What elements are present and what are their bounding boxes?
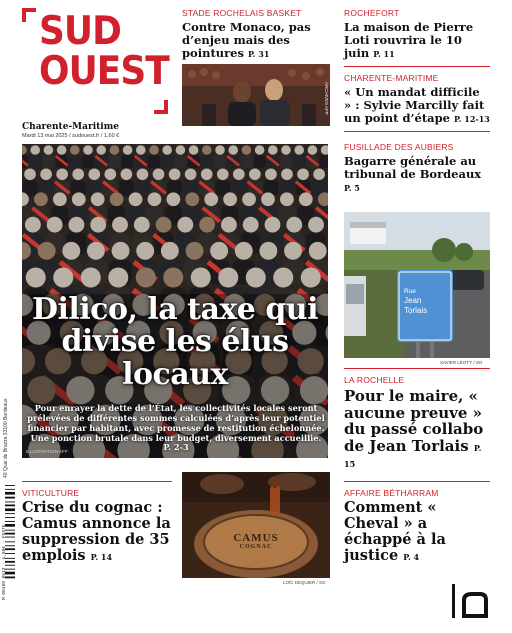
aubiers-page: P. 5 bbox=[344, 182, 360, 193]
publisher-address: 40 Quai de Brazza 33100 Bordeaux bbox=[3, 398, 9, 478]
betharram-kicker: AFFAIRE BÉTHARRAM bbox=[344, 488, 439, 498]
rochefort-kicker: ROCHEFORT bbox=[344, 8, 400, 18]
logo-corner-top-left bbox=[22, 8, 36, 22]
viticulture-headline bbox=[22, 500, 172, 564]
rochefort-page: P. 11 bbox=[373, 48, 395, 59]
basket-photo bbox=[182, 64, 330, 126]
aubiers-headline bbox=[344, 155, 490, 194]
viticulture-headline-text: Crise du cognac : Camus annonce la suppression de 35 emplois bbox=[22, 499, 171, 564]
logo-corner-bottom-right bbox=[154, 100, 168, 114]
basket-headline-text: Contre Monaco, pas d’enjeu mais des pointures bbox=[182, 20, 311, 60]
cognac-photo-credit: LOÏC DEQUIER / SO bbox=[283, 580, 326, 585]
page-index-mark bbox=[450, 582, 490, 620]
la-rochelle-kicker: LA ROCHELLE bbox=[344, 375, 405, 385]
betharram-headline-text: Comment « Cheval » a échappé à la justice bbox=[344, 499, 446, 564]
aubiers-kicker: FUSILLADE DES AUBIERS bbox=[344, 142, 454, 152]
charente-page: P. 12-13 bbox=[453, 113, 490, 124]
viticulture-story[interactable] bbox=[22, 481, 172, 564]
basket-story[interactable] bbox=[182, 8, 330, 60]
barrel-text bbox=[224, 532, 288, 550]
basket-kicker: STADE ROCHELAIS BASKET bbox=[182, 8, 302, 18]
edition-info bbox=[22, 122, 119, 139]
lead-story[interactable] bbox=[22, 144, 328, 458]
aubiers-headline-text: Bagarre générale au tribunal de Bordeaux bbox=[344, 154, 482, 181]
viticulture-kicker: VITICULTURE bbox=[22, 488, 80, 498]
basket-photo-credit: ARCHIVES AFP bbox=[324, 82, 329, 115]
street-sign-line-2: Jean bbox=[404, 296, 422, 306]
lead-title: Dilico, la taxe qui divise les élus locaux bbox=[31, 292, 319, 392]
betharram-page: P. 4 bbox=[403, 551, 420, 562]
barcode-number: M 00489 0513 - 1,60€ - FGSTE bbox=[2, 524, 7, 600]
logo-line-2: OUEST bbox=[39, 49, 169, 94]
rochefort-headline bbox=[344, 21, 490, 60]
lead-deck: Pour enrayer la dette de l’État, les collectivités locales seront prélevées de différentes sommes calculées d’après leur potentiel financier par habitant, avec promesse de restitution échelonnée. Une ponction brutale dans leur budget, diversement accueillie. P. 2-3 bbox=[27, 403, 325, 453]
rochefort-headline-text: La maison de Pierre Loti rouvrira le 10 juin bbox=[344, 20, 474, 60]
barrel-text-line-1: CAMUS bbox=[233, 532, 279, 544]
la-rochelle-headline-text: Pour le maire, « aucune preuve » du passé collabo de Jean Torlais bbox=[344, 387, 484, 455]
viticulture-page: P. 14 bbox=[90, 551, 113, 562]
lead-photo-credit: ILLUSTRATION AFP bbox=[26, 449, 68, 454]
cognac-photo bbox=[182, 472, 330, 578]
street-sign-text bbox=[404, 288, 427, 316]
charente-story[interactable] bbox=[344, 73, 490, 132]
rochefort-story[interactable] bbox=[344, 8, 490, 67]
la-rochelle-headline bbox=[344, 388, 490, 471]
la-rochelle-page: P. 15 bbox=[344, 442, 482, 469]
basket-headline[interactable] bbox=[182, 21, 330, 60]
betharram-story[interactable] bbox=[344, 481, 490, 564]
page-mark-glyph bbox=[450, 582, 490, 620]
edition-name: Charente-Maritime bbox=[22, 122, 119, 132]
charente-headline-text: « Un mandat difficile » : Sylvie Marcilly fait un point d’étape bbox=[344, 85, 485, 125]
charente-kicker: CHARENTE-MARITIME bbox=[344, 73, 439, 83]
la-rochelle-story[interactable] bbox=[344, 368, 490, 471]
street-sign-photo bbox=[344, 212, 490, 358]
street-sign-line-1: Rue bbox=[404, 288, 416, 295]
logo-line-1: SUD bbox=[39, 9, 122, 54]
sud-ouest-logo bbox=[22, 8, 168, 114]
aubiers-story[interactable] bbox=[344, 142, 490, 194]
street-sign-line-3: Torlais bbox=[404, 306, 428, 316]
betharram-headline bbox=[344, 500, 490, 564]
barrel-text-line-2: COGNAC bbox=[239, 544, 273, 550]
charente-headline bbox=[344, 86, 490, 125]
basket-page: P. 31 bbox=[247, 48, 270, 59]
street-photo-credit: XAVIER LÉOTY / SO bbox=[440, 360, 483, 365]
edition-meta: Mardi 13 mai 2025 / sudouest.fr / 1,60 € bbox=[22, 133, 120, 139]
